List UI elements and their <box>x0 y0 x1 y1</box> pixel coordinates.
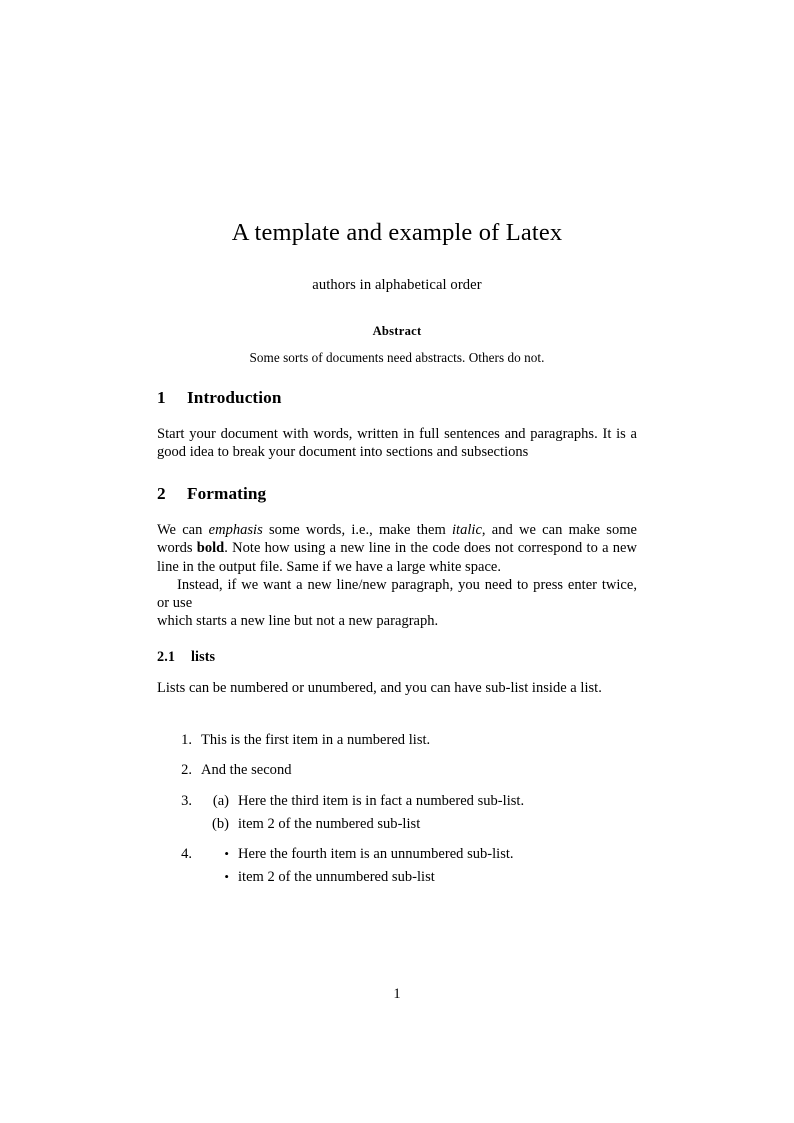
list-item-text: This is the first item in a numbered list. <box>201 732 431 748</box>
emphasis-text: emphasis <box>208 522 263 538</box>
sub-list-item <box>201 868 637 886</box>
paragraph: Start your document with words, written in full sentences and paragraphs. It is a good idea to break your document into sections and subsections <box>157 426 637 461</box>
italic-text: italic <box>452 522 482 538</box>
title-block <box>157 220 637 294</box>
sub-list-item-text: Here the fourth item is an unnumbered sub-list. <box>238 846 514 863</box>
list-marker: 1. <box>181 732 192 748</box>
text-run: , and we can make some words <box>157 522 637 557</box>
bullet-icon: • <box>224 869 229 885</box>
numbered-sub-list <box>201 792 637 834</box>
list-item <box>157 792 637 834</box>
section-1-number: 1 <box>157 388 166 407</box>
sub-list-item-text: item 2 of the numbered sub-list <box>238 815 421 832</box>
text-run: . Note how using a new line in the code does not correspond to a new line in the output file. Same if we have a large white space. <box>157 540 637 575</box>
sub-list-marker: (a) <box>212 792 229 809</box>
text-run: some words, i.e., make them <box>262 522 452 538</box>
subsection-2-1-heading <box>157 649 637 666</box>
abstract-text: Some sorts of documents need abstracts. Others do not. <box>249 350 545 365</box>
section-2-heading <box>157 484 637 504</box>
section-1-body <box>157 425 637 462</box>
bold-text: bold <box>196 540 225 557</box>
section-1-heading <box>157 388 637 408</box>
authors-line: authors in alphabetical order <box>312 276 482 293</box>
sub-list-item-text: Here the third item is in fact a numbered sub-list. <box>238 792 525 809</box>
abstract-heading: Abstract <box>372 324 422 338</box>
list-marker: 4. <box>181 846 192 863</box>
paragraph: Lists can be numbered or unumbered, and you can have sub-list inside a list. <box>157 680 602 696</box>
list-marker: 2. <box>181 762 192 779</box>
section-2-number: 2 <box>157 484 166 503</box>
section-2-body <box>157 521 637 631</box>
subsection-title: lists <box>191 649 216 665</box>
section-2-title: Formating <box>187 484 267 503</box>
list-item-text: And the second <box>201 762 292 779</box>
sub-list-item <box>201 792 637 810</box>
sub-list-marker: (b) <box>212 815 229 832</box>
bullet-icon: • <box>224 846 229 862</box>
subsection-number: 2.1 <box>157 649 176 665</box>
list-marker: 3. <box>181 792 192 809</box>
abstract-block <box>157 324 637 366</box>
numbered-list <box>157 731 637 887</box>
subsection-intro <box>157 679 637 697</box>
paragraph-linebreak: which starts a new line but not a new paragraph. <box>157 613 439 630</box>
list-item <box>157 731 637 749</box>
page-number: 1 <box>393 986 401 1002</box>
paragraph-formatting <box>157 521 637 576</box>
sub-list-item-text: item 2 of the unnumbered sub-list <box>238 869 435 886</box>
paragraph-newline: Instead, if we want a new line/new paragraph, you need to press enter twice, or use <box>157 576 637 612</box>
list-item <box>157 761 637 779</box>
sub-list-item <box>201 815 637 833</box>
section-1-title: Introduction <box>187 388 282 407</box>
text-run: We can <box>157 522 209 538</box>
list-item <box>157 845 637 887</box>
page-title: A template and example of Latex <box>231 219 563 246</box>
bulleted-sub-list <box>201 845 637 887</box>
sub-list-item <box>201 845 637 863</box>
